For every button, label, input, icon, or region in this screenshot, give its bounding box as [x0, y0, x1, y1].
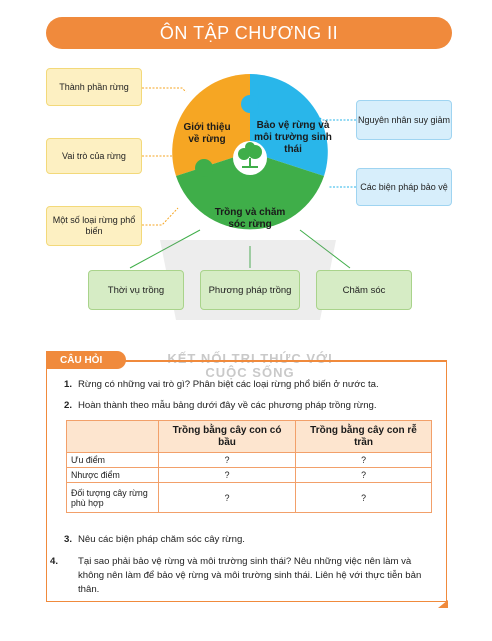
topic-box-forest-types: Một số loại rừng phổ biến	[46, 206, 142, 246]
connector-line	[142, 88, 186, 92]
questions-label: CÂU HỎI	[46, 351, 126, 369]
question-number: 2.	[64, 400, 73, 411]
question-item	[64, 533, 434, 547]
topic-box-forest-role: Vai trò của rừng	[46, 138, 142, 174]
question-text: Nêu các biện pháp chăm sóc cây rừng.	[78, 534, 245, 545]
question-number: 4.	[50, 556, 59, 567]
planting-methods-table	[66, 420, 432, 513]
topic-box-forest-composition: Thành phần rừng	[46, 68, 142, 106]
topic-box-care: Chăm sóc	[316, 270, 412, 310]
question-item	[64, 378, 434, 392]
question-item	[50, 555, 434, 597]
table-row-label: Đối tượng cây rừng phù hợp	[67, 483, 159, 513]
question-number: 3.	[64, 534, 73, 545]
question-item	[64, 399, 434, 413]
table-cell: ?	[296, 468, 432, 483]
question-text: Rừng có những vai trò gì? Phân biệt các loại rừng phổ biến ở nước ta.	[78, 379, 379, 390]
segment-label-protection: Bảo vệ rừng và môi trường sinh thái	[254, 120, 332, 155]
table-cell: ?	[159, 483, 296, 513]
table-row	[67, 468, 432, 483]
chapter-title: ÔN TẬP CHƯƠNG II	[159, 22, 339, 43]
table-cell: ?	[296, 483, 432, 513]
question-text: Tại sao phải bảo vệ rừng và môi trường sinh thái? Nêu những việc nên làm và không nên làm để bảo vệ rừng và môi trường sinh thái. Liên hệ với thực tiễn bản thân.	[78, 556, 422, 595]
panel-corner-accent	[438, 600, 448, 608]
table-header-row	[67, 421, 432, 453]
table-header-cell: Trồng bằng cây con có bầu	[159, 421, 296, 453]
table-row-label: Ưu điểm	[67, 453, 159, 468]
table-header-cell: Trồng bằng cây con rễ trần	[296, 421, 432, 453]
table-cell: ?	[159, 453, 296, 468]
question-number: 1.	[64, 379, 73, 390]
topic-box-protection-measures: Các biện pháp bảo vệ	[356, 168, 452, 206]
table-header-cell	[67, 421, 159, 453]
table-row-label: Nhược điểm	[67, 468, 159, 483]
question-text: Hoàn thành theo mẫu bảng dưới đây về các phương pháp trồng rừng.	[78, 400, 377, 411]
topic-box-planting-method: Phương pháp trồng	[200, 270, 300, 310]
table-cell: ?	[159, 468, 296, 483]
table-row	[67, 483, 432, 513]
connector-line	[142, 208, 178, 225]
table-row	[67, 453, 432, 468]
topic-box-decline-causes: Nguyên nhân suy giảm	[356, 100, 452, 140]
segment-label-planting: Trồng và chăm sóc rừng	[214, 207, 286, 230]
segment-label-intro: Giới thiệu về rừng	[183, 122, 231, 145]
watermark-text: KẾT NỐI TRI THỨC VỚI CUỘC SỐNG	[167, 351, 333, 380]
table-cell: ?	[296, 453, 432, 468]
topic-box-planting-season: Thời vụ trồng	[88, 270, 184, 310]
